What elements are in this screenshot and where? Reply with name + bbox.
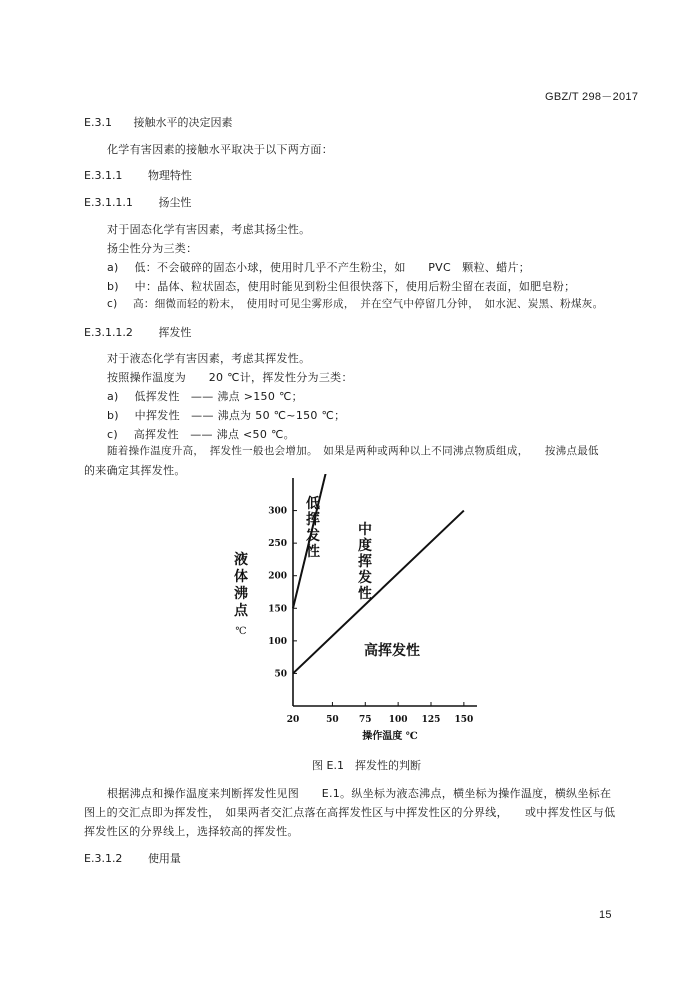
x-tick-label: 75	[359, 715, 372, 725]
paragraph: 对于固态化学有害因素，考虑其扬尘性。	[107, 223, 311, 236]
list-text: 中挥发性 —— 沸点为 50 ℃~150 ℃；	[134, 409, 346, 422]
region-label-low-char: 低	[306, 496, 320, 512]
list-item	[107, 296, 603, 311]
paragraph: 挥发性区的分界线上，选择较高的挥发性。	[84, 825, 299, 838]
y-axis-label-char: 液	[234, 552, 248, 568]
list-marker: b)	[107, 409, 119, 422]
y-tick-label: 100	[268, 636, 287, 647]
paragraph: 化学有害因素的接触水平取决于以下两方面：	[107, 143, 333, 156]
section-e3112-heading	[84, 324, 191, 340]
region-label-mid-char: 中	[358, 522, 372, 538]
y-tick-label: 150	[268, 604, 287, 615]
list-item	[107, 407, 345, 423]
list-marker: c)	[107, 298, 118, 310]
list-item	[107, 426, 295, 442]
paragraph: 对于液态化学有害因素，考虑其挥发性。	[107, 352, 311, 365]
list-item	[107, 388, 303, 404]
section-e31-heading	[84, 114, 232, 130]
y-tick-label: 50	[274, 669, 287, 680]
y-tick-label: 200	[268, 571, 287, 582]
paragraph: 根据沸点和操作温度来判断挥发性见图 E.1。纵坐标为液态沸点，横坐标为操作温度，横纵坐标在	[107, 787, 612, 800]
chart-svg	[225, 474, 515, 742]
list-item	[107, 259, 530, 275]
section-e3111-heading	[84, 194, 191, 210]
paragraph: 扬尘性分为三类：	[107, 242, 198, 255]
chart-axes	[293, 478, 477, 706]
y-axis-unit: ℃	[235, 626, 247, 637]
page-number: 15	[599, 909, 612, 921]
list-text: 低：不会破碎的固态小球，使用时几乎不产生粉尘，如 PVC 颗粒、蜡片；	[134, 261, 531, 274]
x-axis-label: 操作温度 ℃	[362, 731, 418, 742]
section-e311-heading	[84, 167, 192, 183]
list-text: 低挥发性 —— 沸点 >150 ℃；	[134, 390, 303, 403]
list-item	[107, 278, 575, 294]
y-tick-label: 250	[268, 539, 287, 550]
paragraph: 的来确定其挥发性。	[84, 464, 186, 477]
section-number: E.3.1.1.2	[84, 326, 133, 339]
paragraph: 图上的交汇点即为挥发性， 如果两者交汇点落在高挥发性区与中挥发性区的分界线， 或中挥发性区与低	[84, 806, 616, 819]
section-title: 使用量	[147, 852, 181, 865]
section-title: 接触水平的决定因素	[133, 116, 233, 129]
list-marker: c)	[107, 428, 118, 441]
region-label-mid-char: 挥	[358, 554, 372, 570]
region-label-low-char: 性	[306, 544, 320, 560]
section-number: E.3.1.1	[84, 169, 123, 182]
section-e312-heading	[84, 850, 181, 866]
section-number: E.3.1	[84, 116, 112, 129]
section-title: 物理特性	[147, 169, 192, 182]
chart-labels	[234, 495, 420, 742]
list-marker: a)	[107, 390, 119, 403]
section-number: E.3.1.2	[84, 852, 123, 865]
x-tick-label: 150	[454, 715, 474, 725]
paragraph: 按照操作温度为 20 ℃计，挥发性分为三类：	[107, 371, 353, 384]
x-tick-label: 100	[388, 715, 408, 725]
list-text: 中：晶体、粒状固态，使用时能见到粉尘但很快落下，使用后粉尘留在表面，如肥皂粉；	[134, 280, 576, 293]
region-label-mid-char: 度	[358, 538, 372, 554]
x-tick-label: 50	[326, 715, 339, 725]
standard-number: GBZ/T 298－2017	[545, 91, 639, 103]
region-label-low-char: 发	[306, 528, 320, 544]
y-tick-label: 300	[268, 506, 287, 517]
list-marker: b)	[107, 280, 119, 293]
paragraph: 随着操作温度升高， 挥发性一般也会增加。 如果是两种或两种以上不同沸点物质组成， 按沸点最低	[107, 445, 599, 457]
section-title: 挥发性	[158, 326, 192, 339]
figure-caption: 图 E.1 挥发性的判断	[312, 759, 421, 772]
y-axis-label-char: 体	[234, 569, 248, 585]
y-axis-label-char: 沸	[234, 586, 248, 602]
y-axis-label-char: 点	[234, 603, 248, 619]
x-tick-label: 20	[286, 715, 300, 725]
region-label-high: 高挥发性	[364, 643, 420, 659]
list-marker: a)	[107, 261, 119, 274]
volatility-chart	[225, 474, 515, 742]
list-text: 高挥发性 —— 沸点 <50 ℃。	[133, 428, 295, 441]
region-label-mid-char: 发	[358, 570, 372, 586]
section-title: 扬尘性	[158, 196, 192, 209]
region-label-low-char: 挥	[306, 512, 320, 528]
list-text: 高：细微而轻的粉末， 使用时可见尘雾形成， 并在空气中停留几分钟， 如水泥、炭黑、粉煤灰。	[133, 298, 604, 310]
x-tick-label: 125	[421, 715, 441, 725]
section-number: E.3.1.1.1	[84, 196, 133, 209]
region-label-mid-char: 性	[358, 586, 372, 602]
